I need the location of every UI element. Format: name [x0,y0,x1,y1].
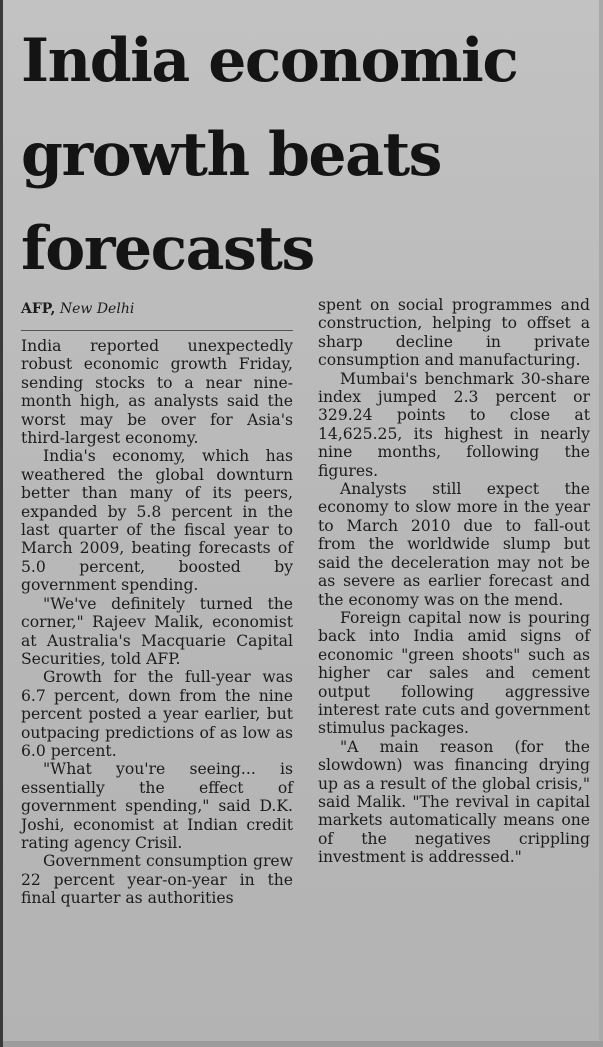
news-source: AFP, [21,301,56,317]
paragraph: Government consumption grew 22 percent year-on-year in the final quarter as authorities [21,852,293,908]
paragraph: "What you're seeing... is essentially the effect of government spending," said D.K. Joshi, economist at Indian credit rating agency Crisil. [21,760,293,852]
paragraph: India reported unexpectedly robust economic growth Friday, sending stocks to a near nine-month high, as analysts said the worst may be over for Asia's third-largest economy. [21,337,293,448]
left-column [21,296,293,908]
right-column [318,296,590,867]
dateline [21,296,293,331]
page-edge [599,0,603,1047]
headline: India economic growth beats forecasts [21,26,518,284]
paragraph: Foreign capital now is pouring back into India amid signs of economic "green shoots" such as higher car sales and cement output following aggressive interest rate cuts and government stimulus packages. [318,608,590,738]
bottom-edge [3,1041,603,1047]
paragraph: Analysts still expect the economy to slow more in the year to March 2010 due to fall-out from the worldwide slump but said the deceleration may not be as severe as earlier forecast and the economy was on the mend. [318,480,590,609]
paragraph: "We've definitely turned the corner," Rajeev Malik, economist at Australia's Macquarie Capital Securities, told AFP. [21,594,293,668]
paragraph: spent on social programmes and construction, helping to offset a sharp decline in private consumption and manufacturing. [318,296,590,370]
paragraph: "A main reason (for the slowdown) was financing drying up as a result of the global crisis," said Malik. "The revival in capital markets automatically means one of the negatives crippling investment is addressed." [318,737,590,867]
paragraph: Growth for the full-year was 6.7 percent, down from the nine percent posted a year earlier, but outpacing predictions of as low as 6.0 percent. [21,668,293,760]
paragraph: India's economy, which has weathered the global downturn better than many of its peers, expanded by 5.8 percent in the last quarter of the fiscal year to March 2009, beating forecasts of 5.0 percent, boosted by government spending. [21,447,293,595]
paragraph: Mumbai's benchmark 30-share index jumped 2.3 percent or 329.24 points to close at 14,625.25, its highest in nearly nine months, following the figures. [318,369,590,480]
news-location: New Delhi [59,301,135,317]
